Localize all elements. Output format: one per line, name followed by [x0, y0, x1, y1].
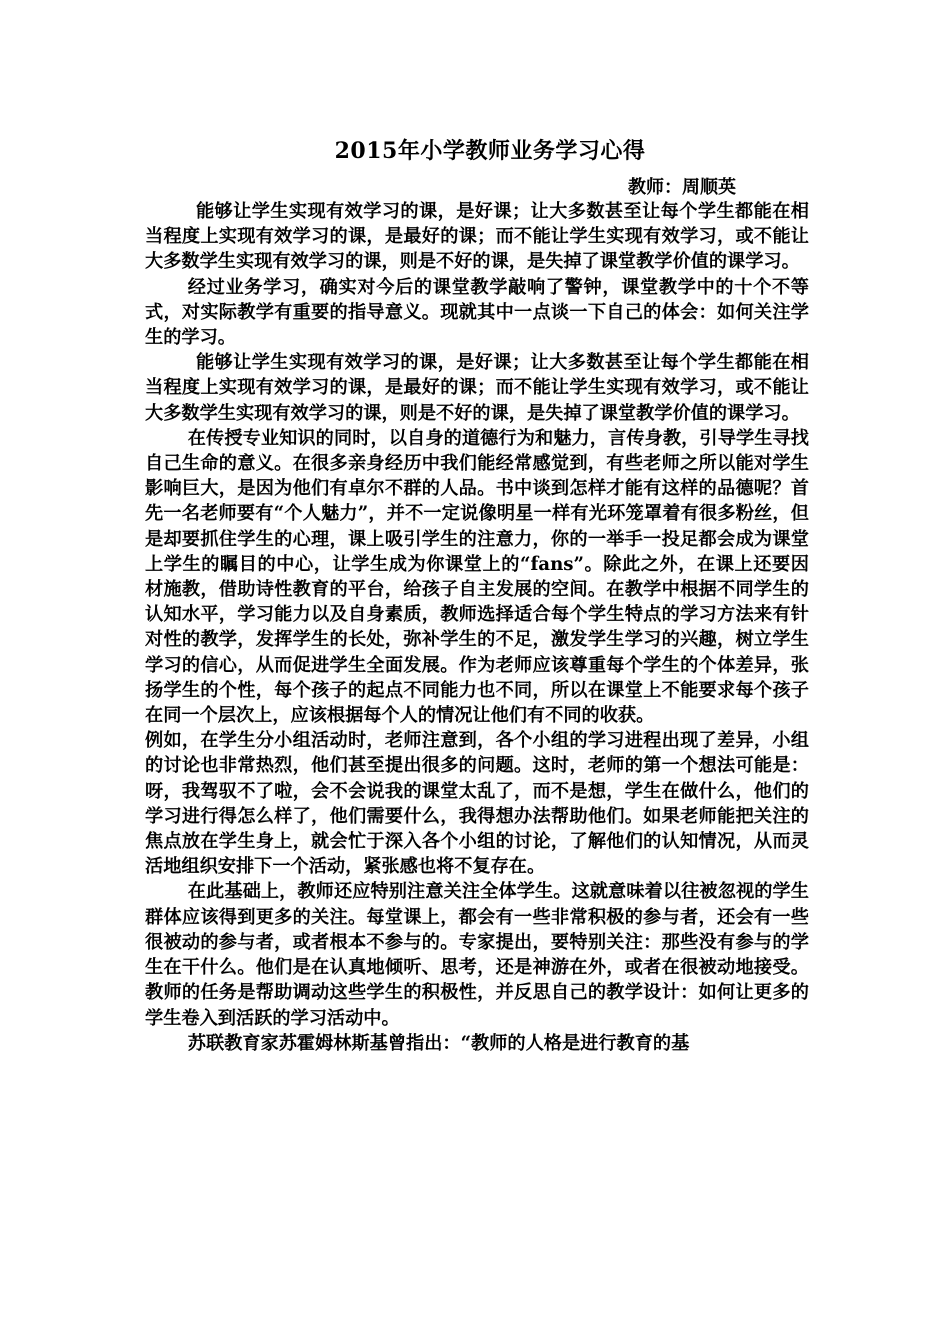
- author-line: 教师：周顺英: [628, 177, 736, 198]
- paragraph-2: 经过业务学习，确实对今后的课堂教学敲响了警钟，课堂教学中的十个不等式，对实际教学有重要的指导意义。现就其中一点谈一下自己的体会：如何关注学生的学习。: [145, 276, 809, 349]
- paragraph-5: 例如，在学生分小组活动时，老师注意到，各个小组的学习进程出现了差异，小组的讨论也非常热烈，他们甚至提出很多的问题。这时，老师的第一个想法可能是：呀，我驾驭不了啦，会不会说我的课堂太乱了，而不是想，学生在做什么，他们的学习进行得怎么样了，他们需要什么，我得想办法帮助他们。如果老师能把关注的焦点放在学生身上，就会忙于深入各个小组的讨论，了解他们的认知情况，从而灵活地组织安排下一个活动，紧张感也将不复存在。: [145, 730, 809, 878]
- paragraph-4: 在传授专业知识的同时，以自身的道德行为和魅力，言传身教，引导学生寻找自己生命的意义。在很多亲身经历中我们能经常感觉到，有些老师之所以能对学生影响巨大，是因为他们有卓尔不群的人品。书中谈到怎样才能有这样的品德呢？首先一名老师要有“个人魅力”，并不一定说像明星一样有光环笼罩着有很多粉丝，但是却要抓住学生的心理，课上吸引学生的注意力，你的一举手一投足都会成为课堂上学生的瞩目的中心，让学生成为你课堂上的“fans”。除此之外，在课上还要因材施教，借助诗性教育的平台，给孩子自主发展的空间。在教学中根据不同学生的认知水平，学习能力以及自身素质，教师选择适合每个学生特点的学习方法来有针对性的教学，发挥学生的长处，弥补学生的不足，激发学生学习的兴趣，树立学生学习的信心，从而促进学生全面发展。作为老师应该尊重每个学生的个体差异，张扬学生的个性，每个孩子的起点不同能力也不同，所以在课堂上不能要求每个孩子在同一个层次上，应该根据每个人的情况让他们有不同的收获。: [145, 427, 809, 727]
- paragraph-6: 在此基础上，教师还应特别注意关注全体学生。这就意味着以往被忽视的学生群体应该得到更多的关注。每堂课上，都会有一些非常积极的参与者，还会有一些很被动的参与者，或者根本不参与的。专家提出，要特别关注：那些没有参与的学生在干什么。他们是在认真地倾听、思考，还是神游在外，或者在很被动地接受。教师的任务是帮助调动这些学生的积极性，并反思自己的教学设计：如何让更多的学生卷入到活跃的学习活动中。: [145, 881, 809, 1029]
- document-title: 2015年小学教师业务学习心得: [334, 138, 646, 164]
- paragraph-1: 能够让学生实现有效学习的课，是好课；让大多数甚至让每个学生都能在相当程度上实现有效学习的课，是最好的课；而不能让学生实现有效学习，或不能让大多数学生实现有效学习的课，则是不好的课，是失掉了课堂教学价值的课学习。: [145, 201, 809, 273]
- paragraph-7: 苏联教育家苏霍姆林斯基曾指出：“教师的人格是进行教育的基: [187, 1032, 690, 1054]
- paragraph-3: 能够让学生实现有效学习的课，是好课；让大多数甚至让每个学生都能在相当程度上实现有效学习的课，是最好的课；而不能让学生实现有效学习，或不能让大多数学生实现有效学习的课，则是不好的课，是失掉了课堂教学价值的课学习。: [145, 352, 809, 424]
- document-body: [145, 199, 809, 1056]
